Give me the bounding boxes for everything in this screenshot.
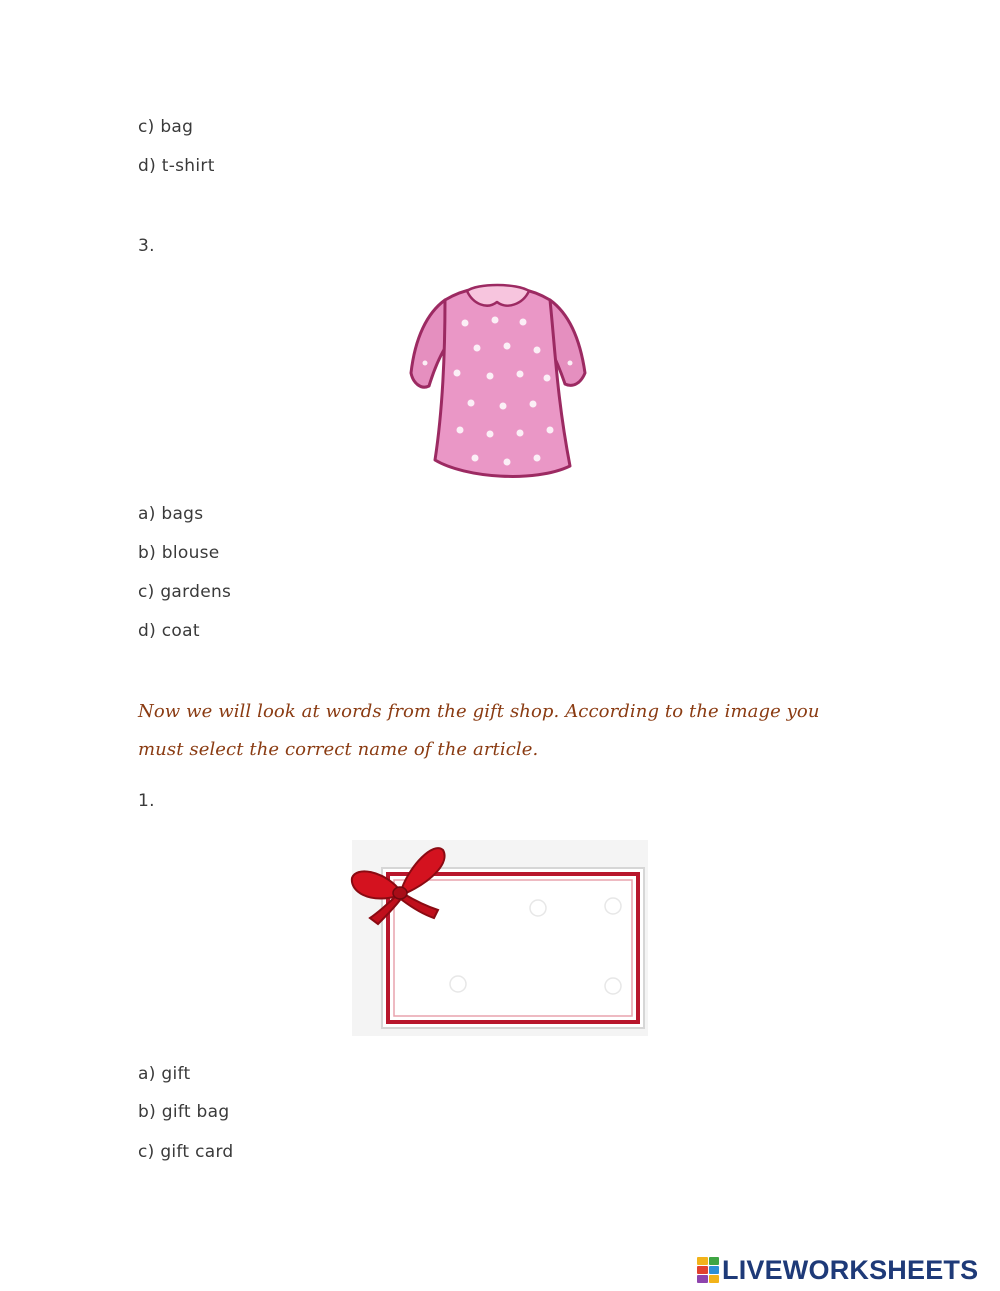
option-c[interactable] <box>138 582 231 602</box>
instruction-line-1: Now we will look at words from the gift shop. According to the image you <box>138 701 820 722</box>
option-text: blouse <box>161 543 220 563</box>
option-letter: b) <box>138 543 157 563</box>
option-d[interactable] <box>138 156 215 176</box>
option-c[interactable] <box>138 117 193 137</box>
option-a[interactable] <box>138 504 203 524</box>
option-letter: c) <box>138 117 155 137</box>
option-letter: c) <box>138 1142 155 1162</box>
option-c[interactable] <box>138 1142 234 1162</box>
blouse-image <box>405 278 590 483</box>
instruction-line-2: must select the correct name of the article. <box>138 739 539 760</box>
option-letter: a) <box>138 1064 156 1084</box>
option-text: coat <box>161 621 200 641</box>
option-letter: d) <box>138 156 157 176</box>
option-text: bags <box>161 504 204 524</box>
option-letter: c) <box>138 582 155 602</box>
option-b[interactable] <box>138 543 220 563</box>
option-letter: b) <box>138 1102 157 1122</box>
question-number: 3. <box>138 236 155 256</box>
option-text: gift <box>161 1064 191 1084</box>
option-letter: a) <box>138 504 156 524</box>
option-text: gift card <box>160 1142 234 1162</box>
option-text: gift bag <box>161 1102 230 1122</box>
option-letter: d) <box>138 621 157 641</box>
option-b[interactable] <box>138 1102 229 1122</box>
option-a[interactable] <box>138 1064 190 1084</box>
section-instruction <box>138 693 858 769</box>
gift-card-image <box>348 836 650 1038</box>
logo-text: LIVEWORKSHEETS <box>722 1254 979 1285</box>
option-d[interactable] <box>138 621 200 641</box>
liveworksheets-logo <box>697 1254 978 1286</box>
option-text: bag <box>160 117 194 137</box>
logo-blocks-icon <box>697 1257 719 1283</box>
question-number: 1. <box>138 791 155 811</box>
option-text: gardens <box>160 582 232 602</box>
option-text: t-shirt <box>161 156 215 176</box>
